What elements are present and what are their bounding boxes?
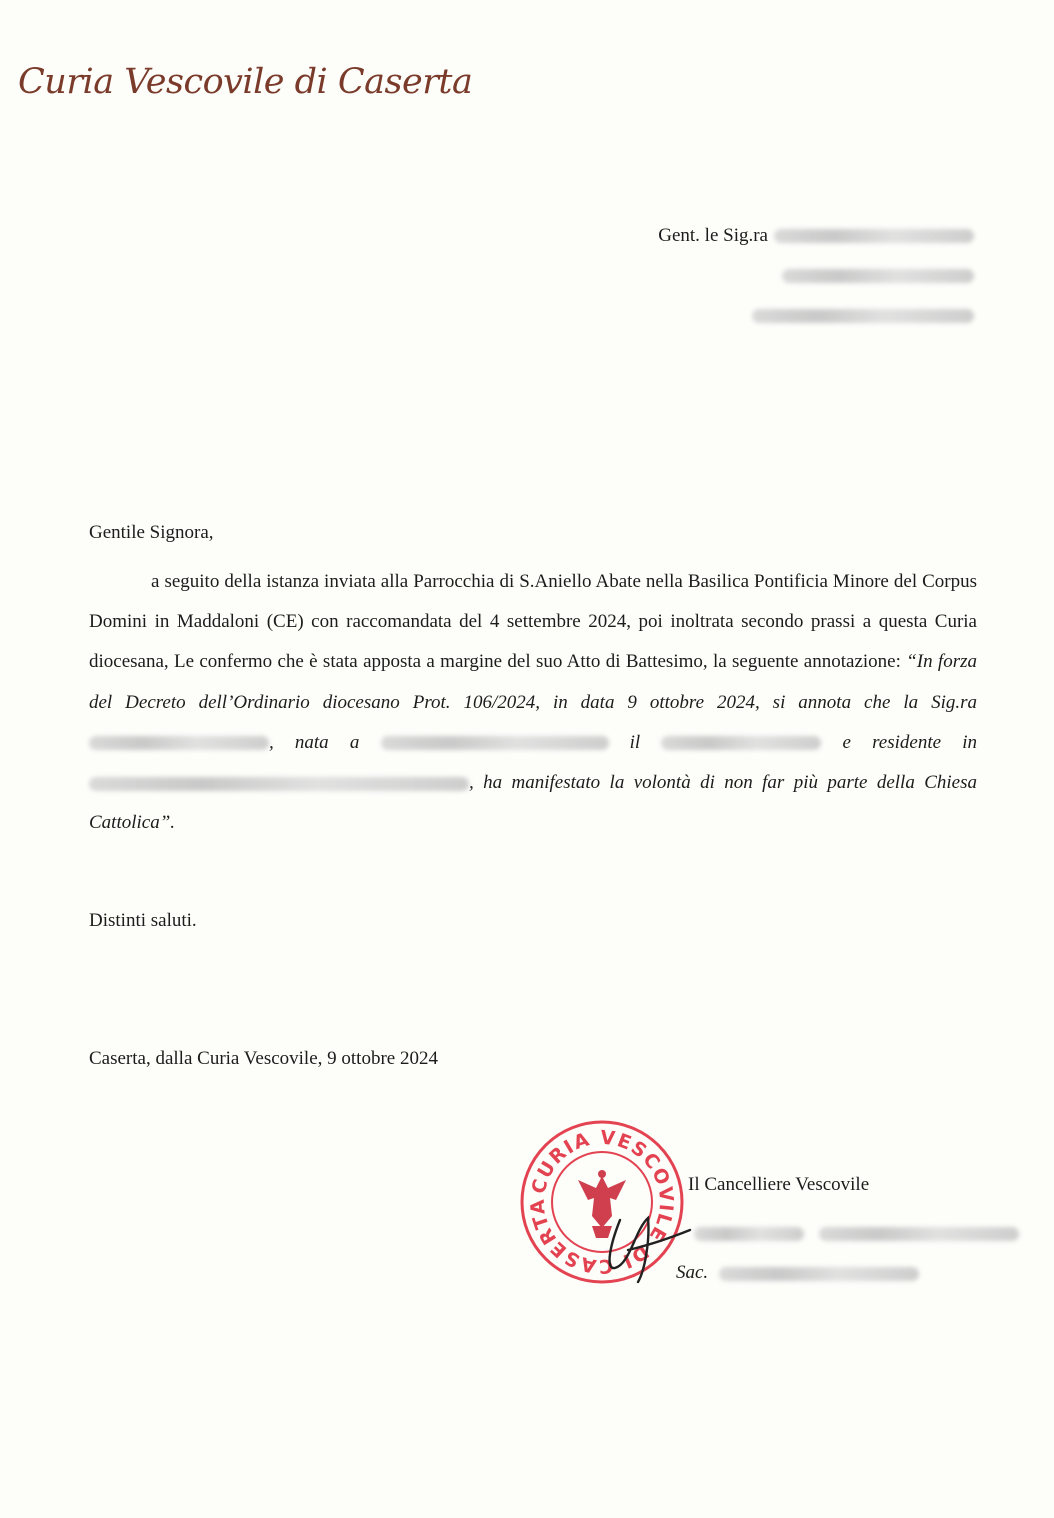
annotation-quote-part1: “In forza del Decreto dell’Ordinario diocesano Prot. 106/2024, in data 9 ottobre 2024, si annota che la Sig.ra [89,651,977,713]
place-and-date: Caserta, dalla Curia Vescovile, 9 ottobre 2024 [89,1048,438,1069]
annotation-quote-part4: e residente in [842,731,977,753]
annotation-quote-part5: , ha manifestato la volontà di non far più parte della Chiesa Cattolica”. [89,772,977,834]
redacted-birthplace [381,736,609,750]
recipient-prefix: Gent. le Sig.ra [658,225,768,246]
redacted-signature-name [694,1227,804,1241]
signatory-name-line [676,1262,919,1284]
redacted-name [774,229,974,243]
recipient-city-line [658,296,974,336]
closing: Distinti saluti. [89,910,197,931]
redacted-city [752,309,974,323]
redacted-birthdate [661,736,821,750]
salutation: Gentile Signora, [89,522,214,543]
annotation-quote-part3: il [629,731,641,753]
recipient-address-line [658,256,974,296]
redacted-signatory-name [719,1267,919,1281]
annotation-quote-part2: , nata a [269,731,360,753]
redacted-signature-surname [819,1227,1019,1241]
body-intro: a seguito della istanza inviata alla Parrocchia di S.Aniello Abate nella Basilica Pontificia Minore del Corpus Domini in Maddaloni (CE) con raccomandata del 4 settembre 2024, poi inoltrata secondo prassi a questa Curia diocesana, Le confermo che è stata apposta a margine del suo Atto di Battesimo, la seguente annotazione: [89,571,977,673]
recipient-name-line [658,216,974,256]
redacted-residence [89,777,469,791]
signatory-role: Il Cancelliere Vescovile [688,1174,870,1195]
recipient-block [658,216,974,336]
redacted-full-name [89,736,269,750]
letterhead-title: Curia Vescovile di Caserta [18,62,473,102]
signatory-signature-line [694,1222,1019,1244]
letter-body [89,562,977,843]
redacted-address [782,269,974,283]
seal-text: CURIA VESCOVILE DI CASERTA [526,1126,678,1278]
signatory-title: Sac. [676,1262,709,1283]
